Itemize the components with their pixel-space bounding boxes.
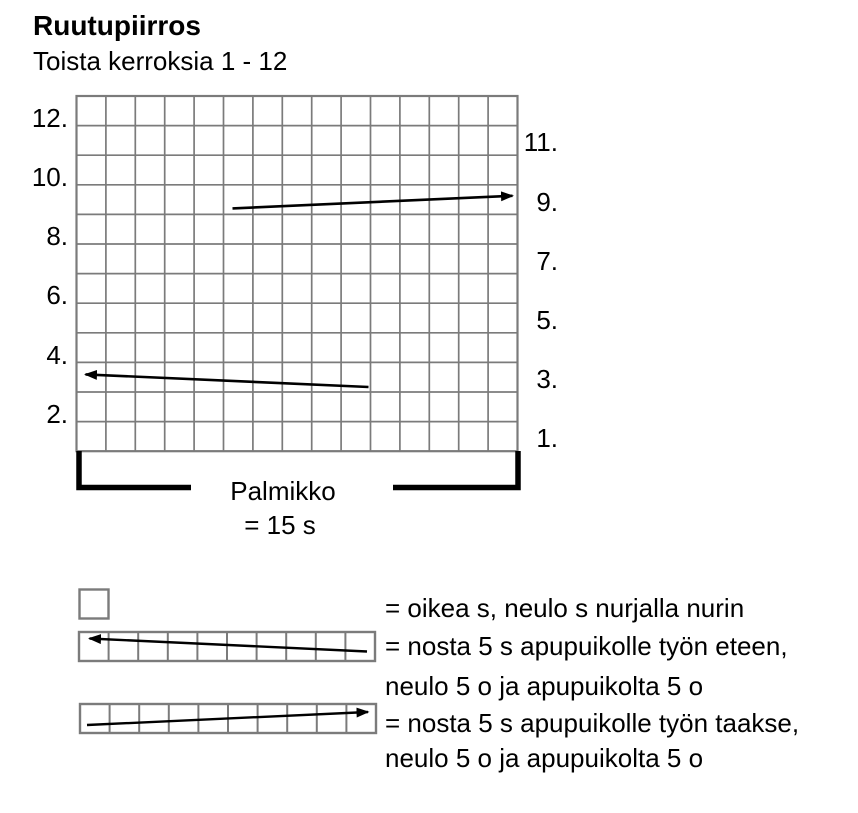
repeat-instruction: Toista kerroksia 1 - 12 bbox=[33, 46, 288, 76]
legend-text-cable-front-1: = nosta 5 s apupuikolle työn eteen, bbox=[385, 631, 788, 661]
legend-symbol-cable-front-strip bbox=[79, 632, 375, 661]
legend-text-cable-back-2: neulo 5 o ja apupuikolta 5 o bbox=[385, 743, 704, 773]
row-label-2: 2. bbox=[46, 398, 68, 429]
row-label-6: 6. bbox=[46, 280, 68, 311]
bracket-stitch-count: = 15 s bbox=[244, 510, 316, 540]
legend-symbols bbox=[79, 590, 376, 734]
legend-symbol-knit-square bbox=[80, 590, 109, 619]
row-label-11: 11. bbox=[523, 127, 558, 158]
row-label-4: 4. bbox=[46, 339, 68, 370]
cable-arrows bbox=[86, 196, 513, 387]
legend-text-knit: = oikea s, neulo s nurjalla nurin bbox=[385, 593, 745, 623]
cable-arrow-cable-back-cross-row-9 bbox=[233, 196, 513, 209]
row-label-12: 12. bbox=[31, 102, 68, 133]
row-label-9: 9. bbox=[536, 186, 558, 217]
legend-text-cable-front-2: neulo 5 o ja apupuikolta 5 o bbox=[385, 671, 704, 701]
bracket-left-arm bbox=[79, 451, 191, 488]
row-label-3: 3. bbox=[536, 364, 558, 395]
legend-text-cable-back-1: = nosta 5 s apupuikolle työn taakse, bbox=[385, 708, 800, 738]
legend-arrow-left-icon bbox=[90, 639, 368, 652]
page-title: Ruutupiirros bbox=[33, 10, 201, 41]
row-label-8: 8. bbox=[46, 221, 68, 252]
bracket-label: Palmikko bbox=[230, 476, 336, 506]
row-label-10: 10. bbox=[31, 162, 68, 192]
bracket-right-arm bbox=[393, 451, 518, 488]
row-label-5: 5. bbox=[536, 305, 558, 335]
row-label-7: 7. bbox=[536, 245, 558, 276]
row-label-1: 1. bbox=[536, 423, 558, 454]
chart-grid bbox=[77, 96, 518, 451]
cable-arrow-cable-front-cross-row-3 bbox=[86, 374, 369, 387]
